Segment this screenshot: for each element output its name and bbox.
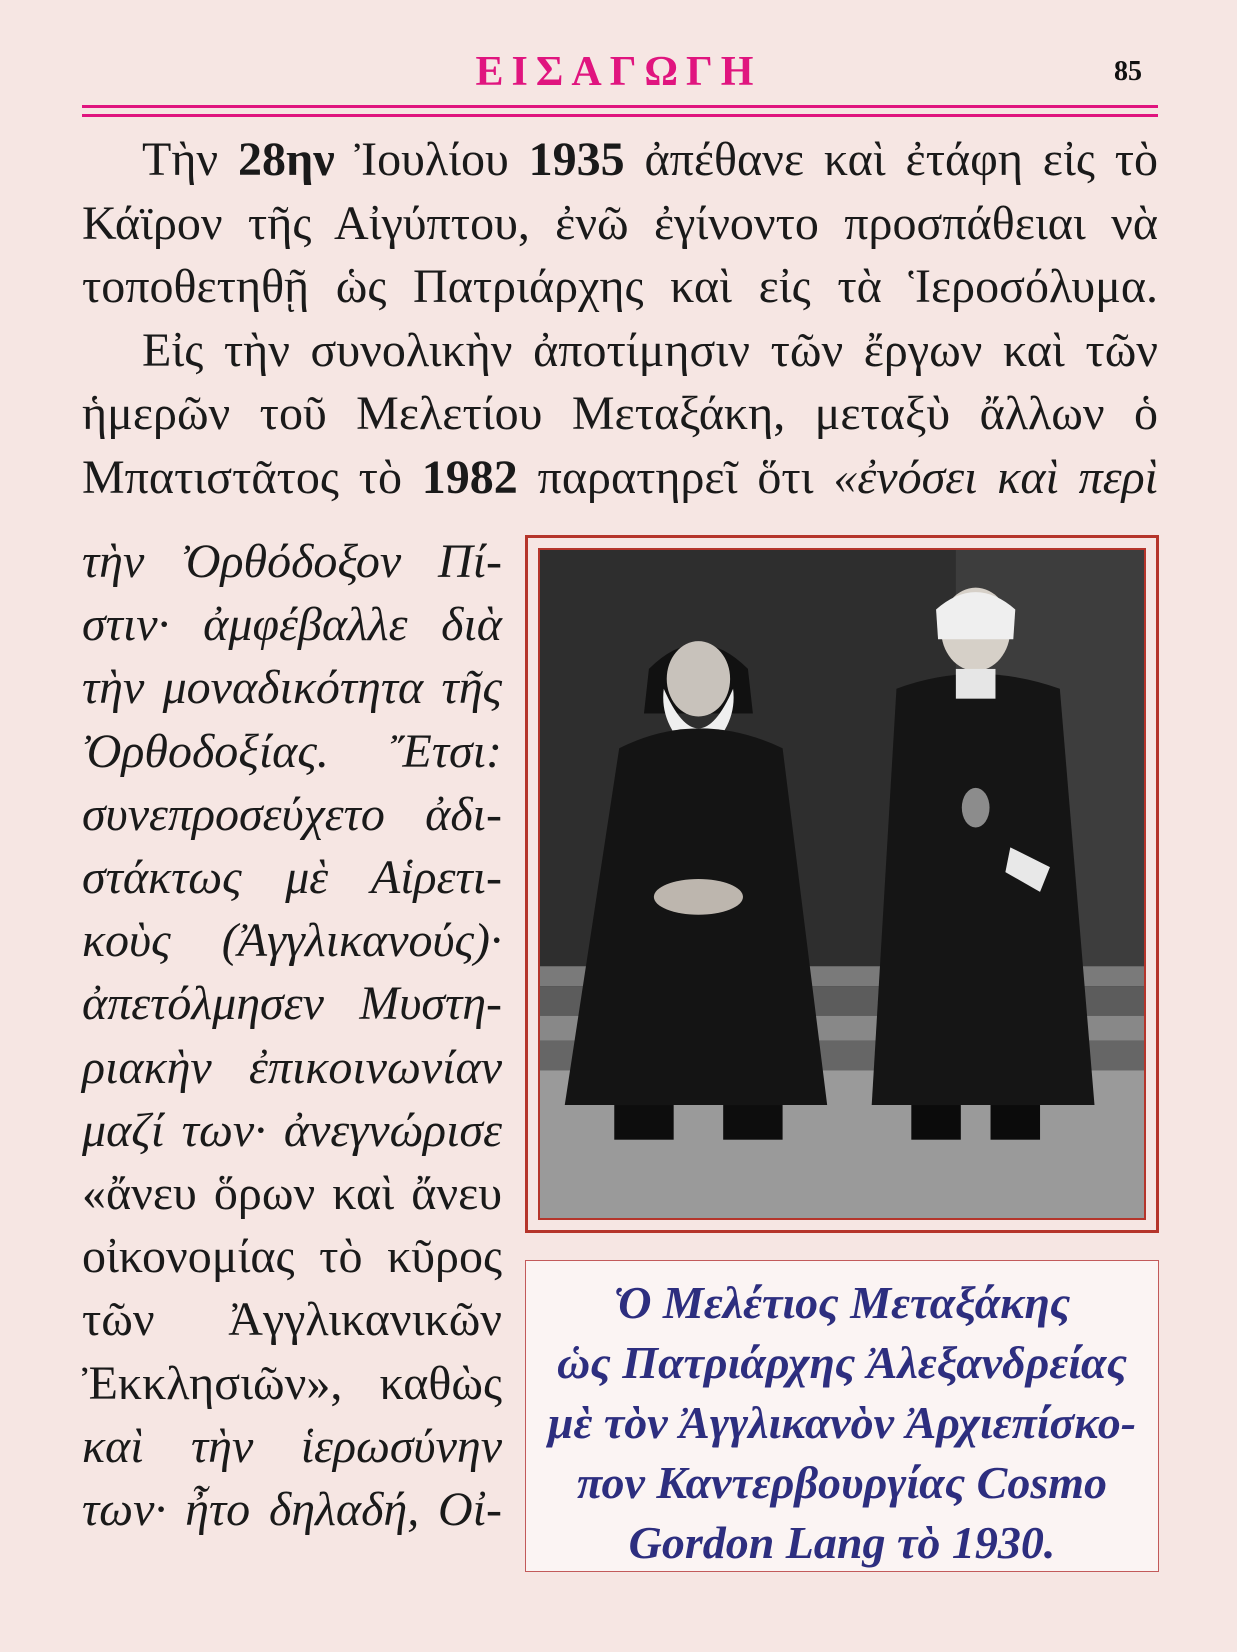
column-line: «ἄνευ ὅρων καὶ ἄνευ [82, 1167, 502, 1221]
text-run: Κάϊρον τῆς Αἰγύπτου, ἐνῶ ἐγίνοντο προσπάθειαι νὰ [82, 196, 1158, 250]
text-run: Τὴν [142, 133, 238, 186]
caption-line: πον Καντερβουργίας Cosmo [576, 1457, 1107, 1508]
text-run: Μπατιστᾶτος τὸ [82, 450, 422, 504]
page-number: 85 [1114, 56, 1142, 87]
paragraph-death [82, 128, 1158, 319]
column-line: συνεπροσεύχετο ἀδι- [82, 787, 502, 841]
header-rule-top [82, 105, 1158, 108]
caption-line: Gordon Lang τὸ 1930. [628, 1517, 1056, 1568]
column-line: καὶ τὴν ἱερωσύνην [82, 1419, 502, 1473]
column-line: οἰκονομίας τὸ κῦρος [82, 1230, 502, 1284]
body-text-full-width [82, 128, 1158, 510]
column-line: τῶν Ἀγγλικανικῶν [82, 1293, 502, 1347]
column-line: μαζί των· ἀνεγνώρισε [82, 1103, 502, 1157]
caption-line: μὲ τὸν Ἀγγλικανὸν Ἀρχιεπίσκο- [547, 1397, 1137, 1448]
header-rule-bottom [82, 114, 1158, 117]
column-line: τὴν Ὀρθόδοξον Πί- [82, 535, 502, 588]
column-line: των· ἦτο δηλαδή, Οἰ- [82, 1483, 502, 1537]
photo-illustration [540, 550, 1144, 1218]
historical-photo [538, 548, 1146, 1220]
column-line: ριακὴν ἐπικοινωνίαν [82, 1040, 502, 1094]
paragraph-assessment [82, 319, 1158, 510]
year-bold: 1982 [421, 450, 518, 504]
caption-line: Ὁ Μελέτιος Μεταξάκης [613, 1277, 1071, 1328]
text-run: Ἰουλίου [334, 133, 529, 186]
column-line: Ὀρθοδοξίας. Ἔτσι: [82, 724, 502, 778]
column-line: ἀπετόλμησεν Μυστη- [82, 977, 502, 1031]
photo-caption [525, 1260, 1159, 1572]
date-bold: 28ην [237, 133, 335, 186]
column-line: κοὺς (Ἀγγλικανούς)· [82, 914, 502, 968]
column-line: στάκτως μὲ Αἱρετι- [82, 851, 502, 905]
text-run: ἡμερῶν τοῦ Μελετίου Μεταξάκη, μεταξὺ ἄλλων ὁ [82, 387, 1158, 441]
text-run: τοποθετηθῇ ὡς Πατριάρχης καὶ εἰς τὰ Ἱεροσόλυμα. [82, 260, 1158, 314]
caption-line: ὡς Πατριάρχης Ἀλεξανδρείας [557, 1337, 1127, 1388]
year-bold: 1935 [528, 133, 625, 186]
section-title: ΕΙΣΑΓΩΓΗ [475, 49, 762, 95]
body-text-column [82, 530, 502, 1541]
text-run: Εἰς τὴν συνολικὴν ἀποτίμησιν τῶν ἔργων καὶ τῶν [142, 323, 1158, 377]
text-run: ἀπέθανε καὶ ἐτάφη εἰς τὸ [624, 133, 1158, 186]
column-line: τὴν μοναδικότητα τῆς [82, 661, 502, 715]
quote-italic: «ἐνόσει καὶ περὶ [833, 450, 1159, 504]
photo-frame [525, 535, 1159, 1233]
column-line: στιν· ἀμφέβαλλε διὰ [82, 598, 502, 652]
column-line: Ἐκκλησιῶν», καθὼς [82, 1356, 502, 1410]
running-head [0, 48, 1237, 98]
text-run: παρατηρεῖ ὅτι [517, 450, 834, 504]
